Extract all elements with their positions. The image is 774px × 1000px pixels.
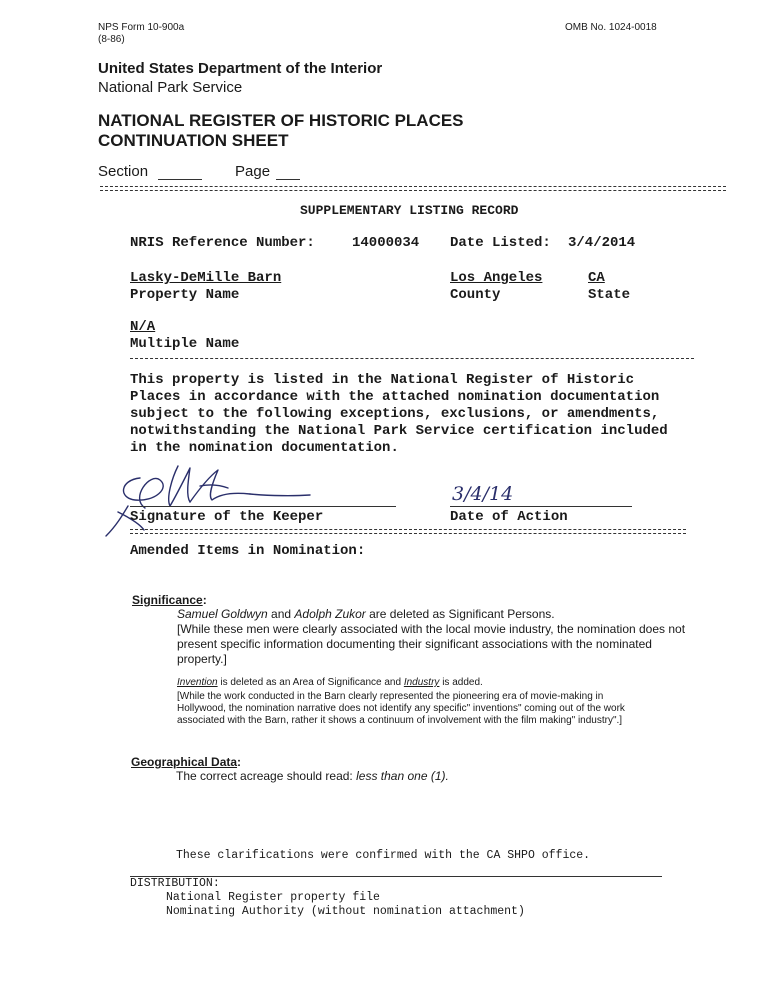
county-value: Los Angeles [450,270,543,286]
keeper-signature [100,458,400,548]
person-name: Samuel Goldwyn [177,607,268,621]
state-label: State [588,287,631,303]
top-double-rule [100,186,726,191]
date-listed-value: 3/4/2014 [568,235,636,251]
section-label: Section [98,163,149,180]
clarification-note: These clarifications were confirmed with the CA SHPO office. [176,849,591,862]
signature-line [130,506,396,507]
nris-value: 14000034 [352,235,420,251]
significance-heading: Significance: [132,593,207,607]
date-of-action-label: Date of Action [450,509,568,525]
dashed-separator [130,358,694,359]
area-term: Industry [403,677,440,688]
areas-note-line: [While the work conducted in the Barn clearly represented the pioneering era of movie-making in [177,691,604,702]
distribution-item: National Register property file [166,891,380,904]
property-name-label: Property Name [130,287,240,303]
geographical-heading: Geographical Data: [131,755,242,769]
areas-note-line: associated with the Barn, rather it shows a continuum of involvement with the film making" industry".] [177,715,623,726]
distribution-label: DISTRIBUTION: [130,877,220,890]
date-listed-label: Date Listed: [450,235,551,251]
statement-line: This property is listed in the National Register of Historic [130,372,635,388]
persons-deleted-text: are deleted as Significant Persons. [365,607,555,621]
significance-line-areas [177,677,483,689]
statement-line: notwithstanding the National Park Service certification included [130,423,668,439]
form-number: NPS Form 10-900a [98,22,185,33]
nris-label: NRIS Reference Number: [130,235,315,251]
form-date: (8-86) [98,34,125,45]
significance-note-line: [While these men were clearly associated with the local movie industry, the nomination does not [177,622,686,636]
omb-number: OMB No. 1024-0018 [565,22,657,33]
amended-double-rule [130,529,686,534]
page-label: Page [235,163,271,180]
geographical-heading-text: Geographical Data [131,755,238,769]
section-blank [158,179,202,180]
statement-line: in the nomination documentation. [130,440,399,456]
area-mid-text: is deleted as an Area of Significance and [217,677,404,688]
area-end-text: is added. [439,677,483,688]
state-value: CA [588,270,605,286]
action-date-line [450,506,632,507]
record-heading: SUPPLEMENTARY LISTING RECORD [300,203,519,218]
distribution-item: Nominating Authority (without nomination attachment) [166,905,525,918]
conjunction: and [267,607,295,621]
area-term: Invention [177,677,218,688]
document-title: NATIONAL REGISTER OF HISTORIC PLACES [98,111,464,130]
acreage-text: The correct acreage should read: [176,769,357,783]
county-label: County [450,287,501,303]
acreage-line [176,769,449,783]
statement-line: Places in accordance with the attached nomination documentation [130,389,660,405]
property-name-value: Lasky-DeMille Barn [130,270,282,286]
signature-label: Signature of the Keeper [130,509,324,525]
significance-heading-text: Significance [132,593,203,607]
document-subtitle: CONTINUATION SHEET [98,131,289,150]
significance-note-line: property.] [177,652,227,666]
areas-note-line: Hollywood, the nomination narrative does not identify any specific" inventions" coming out of the work [177,703,625,714]
multiple-name-label: Multiple Name [130,336,240,352]
handwritten-action-date: 3/4/14 [452,483,514,505]
amended-items-label: Amended Items in Nomination: [130,543,366,559]
acreage-value: less than one (1). [356,769,449,783]
agency-name: National Park Service [98,79,243,96]
statement-line: subject to the following exceptions, exclusions, or amendments, [130,406,660,422]
significance-note-line: present specific information documenting their significant associations with the nominated [177,637,652,651]
department-name: United States Department of the Interior [98,60,383,77]
multiple-name-value: N/A [130,319,156,335]
page-blank [276,179,300,180]
significance-line-persons [177,607,555,621]
person-name: Adolph Zukor [294,607,366,621]
